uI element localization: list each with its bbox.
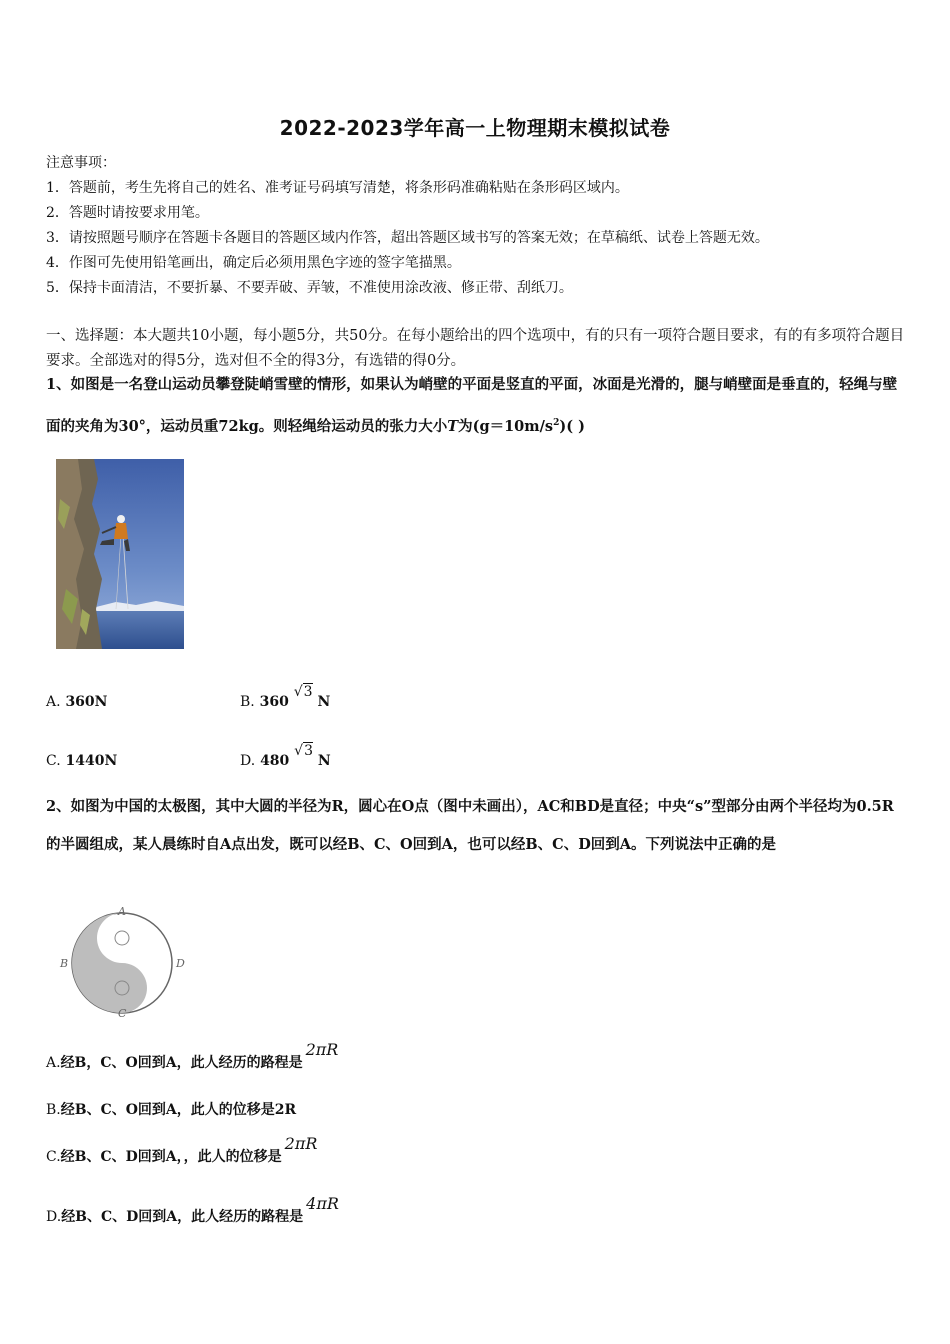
climber-photo bbox=[56, 459, 184, 649]
q2-option-c[interactable] bbox=[46, 1134, 318, 1166]
option-math: 2πR bbox=[305, 1040, 339, 1059]
q1-option-b[interactable] bbox=[240, 684, 331, 710]
notice-heading: 注意事项： bbox=[46, 155, 116, 171]
q2-option-d[interactable] bbox=[46, 1194, 339, 1226]
q2-option-b[interactable] bbox=[46, 1099, 296, 1119]
option-value: 360 bbox=[259, 694, 289, 710]
q1-option-c[interactable] bbox=[46, 753, 117, 769]
notice-item: 4．作图可先使用铅笔画出，确定后必须用黑色字迹的签字笔描黑。 bbox=[46, 255, 461, 271]
option-unit: N bbox=[317, 694, 331, 710]
option-value: 1440N bbox=[65, 753, 118, 769]
point-b-label: B bbox=[60, 957, 69, 970]
option-label: A. bbox=[46, 1055, 61, 1071]
notice-item: 1．答题前，考生先将自己的姓名、准考证号码填写清楚，将条形码准确粘贴在条形码区域内。 bbox=[46, 180, 629, 196]
option-value: 480 bbox=[260, 753, 290, 769]
option-text: 经B、C、D回到A，，此人的位移是 bbox=[60, 1149, 282, 1165]
q2-option-a[interactable] bbox=[46, 1040, 339, 1072]
point-c-label: C bbox=[118, 1007, 127, 1020]
q1-sup: 2 bbox=[553, 418, 560, 428]
section-intro: 一、选择题：本大题共10小题，每小题5分，共50分。在每小题给出的四个选项中，有的只有一项符合题目要求，有的有多项符合题目要求。全部选对的得5分，选对但不全的得3分，有选错的得0分。 bbox=[46, 328, 905, 369]
option-label: D. bbox=[46, 1209, 62, 1225]
option-math: 2πR bbox=[284, 1134, 318, 1153]
option-math: 4πR bbox=[306, 1194, 339, 1213]
notice-item: 5．保持卡面清洁，不要折暴、不要弄破、弄皱，不准使用涂改液、修正带、刮纸刀。 bbox=[46, 280, 573, 296]
option-label: D. bbox=[240, 753, 256, 769]
option-value: 360N bbox=[65, 694, 108, 710]
radicand: 3 bbox=[303, 684, 313, 700]
option-text: 经B、C、O回到A，此人的位移是2R bbox=[60, 1102, 297, 1118]
option-text: 经B，C、O回到A，此人经历的路程是 bbox=[60, 1055, 303, 1071]
option-label: B. bbox=[46, 1102, 61, 1118]
q1-text-b: 为(g＝10m/s bbox=[458, 417, 554, 435]
point-a-label: A bbox=[118, 905, 126, 918]
page-title: 2022-2023学年高一上物理期末模拟试卷 bbox=[279, 116, 671, 140]
notice-item: 3．请按照题号顺序在答题卡各题目的答题区域内作答，超出答题区域书写的答案无效；在草稿纸、试卷上答题无效。 bbox=[46, 230, 769, 246]
q1-text-a: 1、如图是一名登山运动员攀登陡峭雪壁的情形，如果认为峭壁的平面是竖直的平面，冰面是光滑的，腿与峭壁面是垂直的，轻绳与壁面的夹角为30°，运动员重72kg。则轻绳给运动员的张力大小 bbox=[46, 376, 898, 435]
q1-text-c: )( ) bbox=[559, 417, 585, 435]
option-label: A. bbox=[46, 694, 61, 710]
question-1-stem bbox=[46, 366, 908, 446]
option-label: C. bbox=[46, 1149, 61, 1165]
option-text: 经B、C、D回到A，此人经历的路程是 bbox=[61, 1209, 304, 1225]
option-label: C. bbox=[46, 753, 61, 769]
notice-item: 2．答题时请按要求用笔。 bbox=[46, 205, 209, 221]
q1-option-a[interactable] bbox=[46, 694, 107, 710]
radicand: 3 bbox=[304, 743, 314, 759]
option-label: B. bbox=[240, 694, 255, 710]
point-d-label: D bbox=[176, 957, 185, 970]
sqrt-symbol: √3 bbox=[293, 684, 313, 700]
q1-option-d[interactable] bbox=[240, 743, 331, 769]
taiji-diagram bbox=[56, 905, 192, 1021]
option-unit: N bbox=[317, 753, 331, 769]
question-2-stem: 2、如图为中国的太极图，其中大圆的半径为R，圆心在O点（图中未画出），AC和BD是直径；中央“s”型部分由两个半径均为0.5R的半圆组成，某人晨练时自A点出发，既可以经B、C、O回到A，也可以经B、C、D回到A。下列说法中正确的是 bbox=[46, 798, 894, 853]
sqrt-symbol: √3 bbox=[294, 743, 314, 759]
q1-var-t: T bbox=[447, 417, 459, 435]
